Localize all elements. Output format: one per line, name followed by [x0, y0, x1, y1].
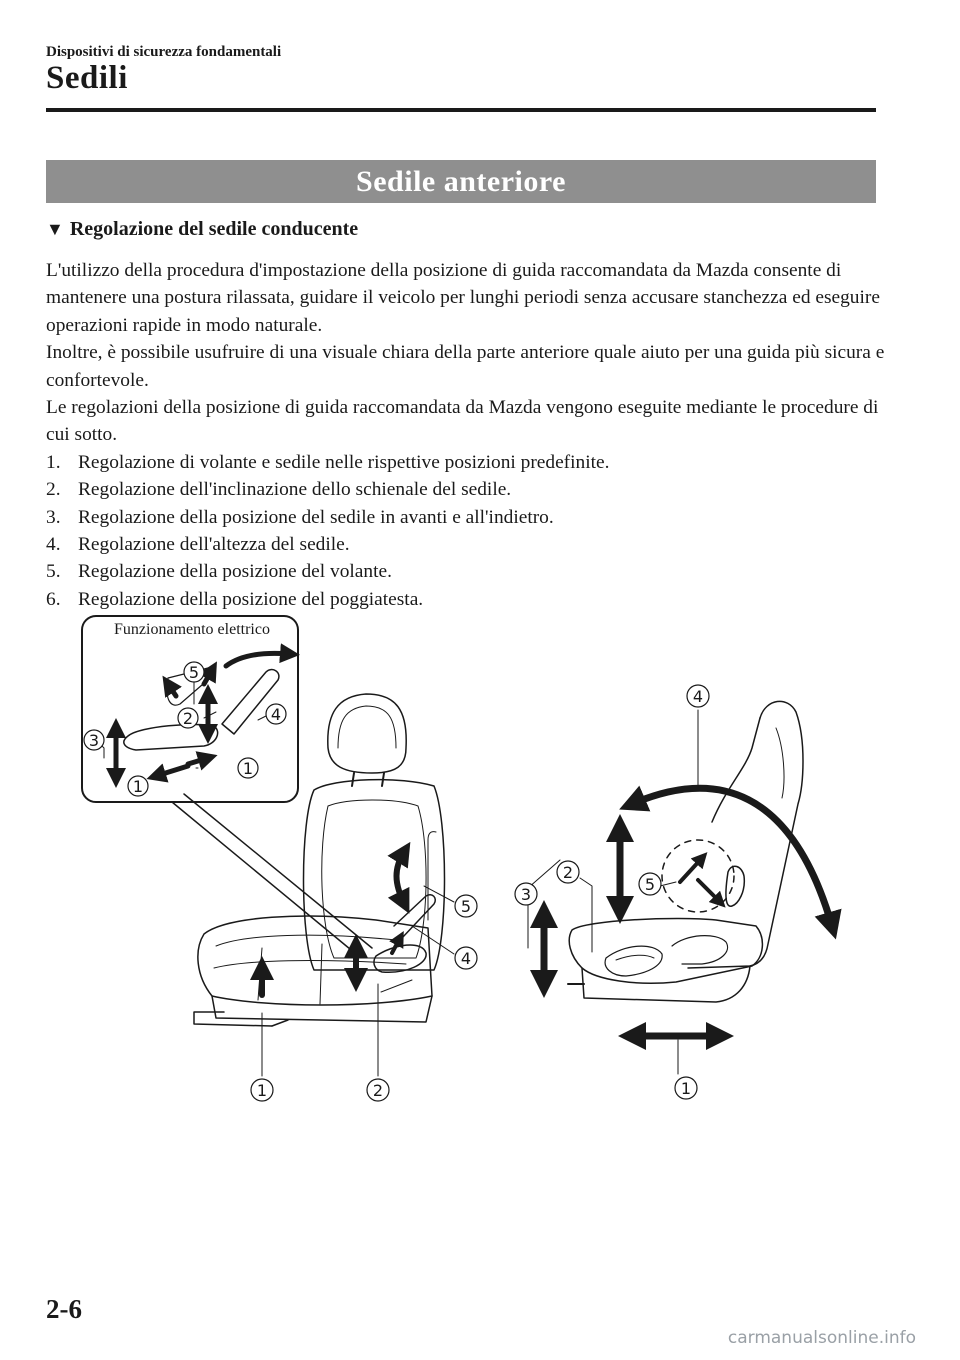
right-callout-5: [639, 873, 661, 895]
side-view-seat-illustration: [568, 701, 803, 1002]
callout-1: [251, 1079, 273, 1101]
svg-text:4: 4: [460, 949, 472, 968]
right-callout-leaders: [528, 710, 698, 1074]
svg-text:5: 5: [460, 897, 472, 916]
inset-callout-1b: [238, 758, 258, 778]
right-callout-4: [687, 685, 709, 707]
seat-adjustment-arrows: [262, 852, 404, 995]
subheading: [46, 218, 358, 241]
svg-text:3: 3: [520, 885, 532, 904]
step-item: 4. Regolazione dell'altezza del sedile.: [46, 534, 350, 556]
steps-list: [46, 449, 886, 613]
inset-callout-1a: [128, 776, 148, 796]
inset-callout-4: [266, 704, 286, 724]
callout-5: [455, 895, 477, 917]
paragraph: L'utilizzo della procedura d'impostazione della posizione di guida raccomandata da Mazda consente di mantenere una postura rilassata, guidare il veicolo per lunghi periodi senza accusare stanchezza ed eseguire operazioni rapide in modo naturale.: [46, 260, 880, 336]
right-callout-2: [557, 861, 579, 883]
paragraph: Le regolazioni della posizione di guida raccomandata da Mazda vengono eseguite mediante le procedure di cui sotto.: [46, 397, 879, 446]
svg-text:2: 2: [372, 1081, 384, 1100]
right-callout-3: [515, 883, 537, 905]
front-seat-illustration: [194, 694, 445, 1026]
inset-callout-3: [84, 730, 104, 750]
inset-callout-2: [178, 708, 198, 728]
header-divider: [46, 108, 876, 112]
triangle-down-icon: ▼: [46, 219, 64, 239]
step-item: 2. Regolazione dell'inclinazione dello schienale del sedile.: [46, 479, 512, 501]
subheading-text: Regolazione del sedile conducente: [69, 218, 359, 240]
svg-text:5: 5: [188, 663, 200, 682]
inset-callout-5: [184, 662, 204, 682]
watermark: carmanualsonline.info: [727, 1328, 916, 1348]
svg-text:4: 4: [692, 687, 704, 706]
paragraph: Inoltre, è possibile usufruire di una visuale chiara della parte anteriore quale aiuto per una guida più sicura e confortevole.: [46, 342, 885, 391]
callout-2: [367, 1079, 389, 1101]
inset-title: Funzionamento elettrico: [114, 621, 270, 638]
svg-text:5: 5: [644, 875, 656, 894]
topic-banner: Sedile anteriore: [46, 160, 876, 203]
step-item: 6. Regolazione della posizione del poggiatesta.: [46, 588, 424, 610]
body-text: [46, 257, 886, 613]
svg-text:1: 1: [242, 759, 254, 778]
svg-text:1: 1: [256, 1081, 268, 1100]
svg-text:1: 1: [680, 1079, 692, 1098]
section-title: Sedili: [46, 60, 128, 96]
svg-text:3: 3: [88, 731, 100, 750]
svg-text:2: 2: [182, 709, 194, 728]
step-item: 5. Regolazione della posizione del volante.: [46, 561, 392, 583]
page-number: 2-6: [46, 1294, 82, 1324]
chapter-title: Dispositivi di sicurezza fondamentali: [46, 44, 282, 60]
svg-text:2: 2: [562, 863, 574, 882]
step-item: 1. Regolazione di volante e sedile nelle rispettive posizioni predefinite.: [46, 451, 610, 473]
seat-adjustment-figure: [76, 608, 856, 1108]
right-callout-1: [675, 1077, 697, 1099]
svg-text:1: 1: [132, 777, 144, 796]
step-item: 3. Regolazione della posizione del sedile in avanti e all'indietro.: [46, 506, 554, 528]
callout-4: [455, 947, 477, 969]
svg-text:4: 4: [270, 705, 282, 724]
left-callout-leaders: [96, 682, 454, 1076]
